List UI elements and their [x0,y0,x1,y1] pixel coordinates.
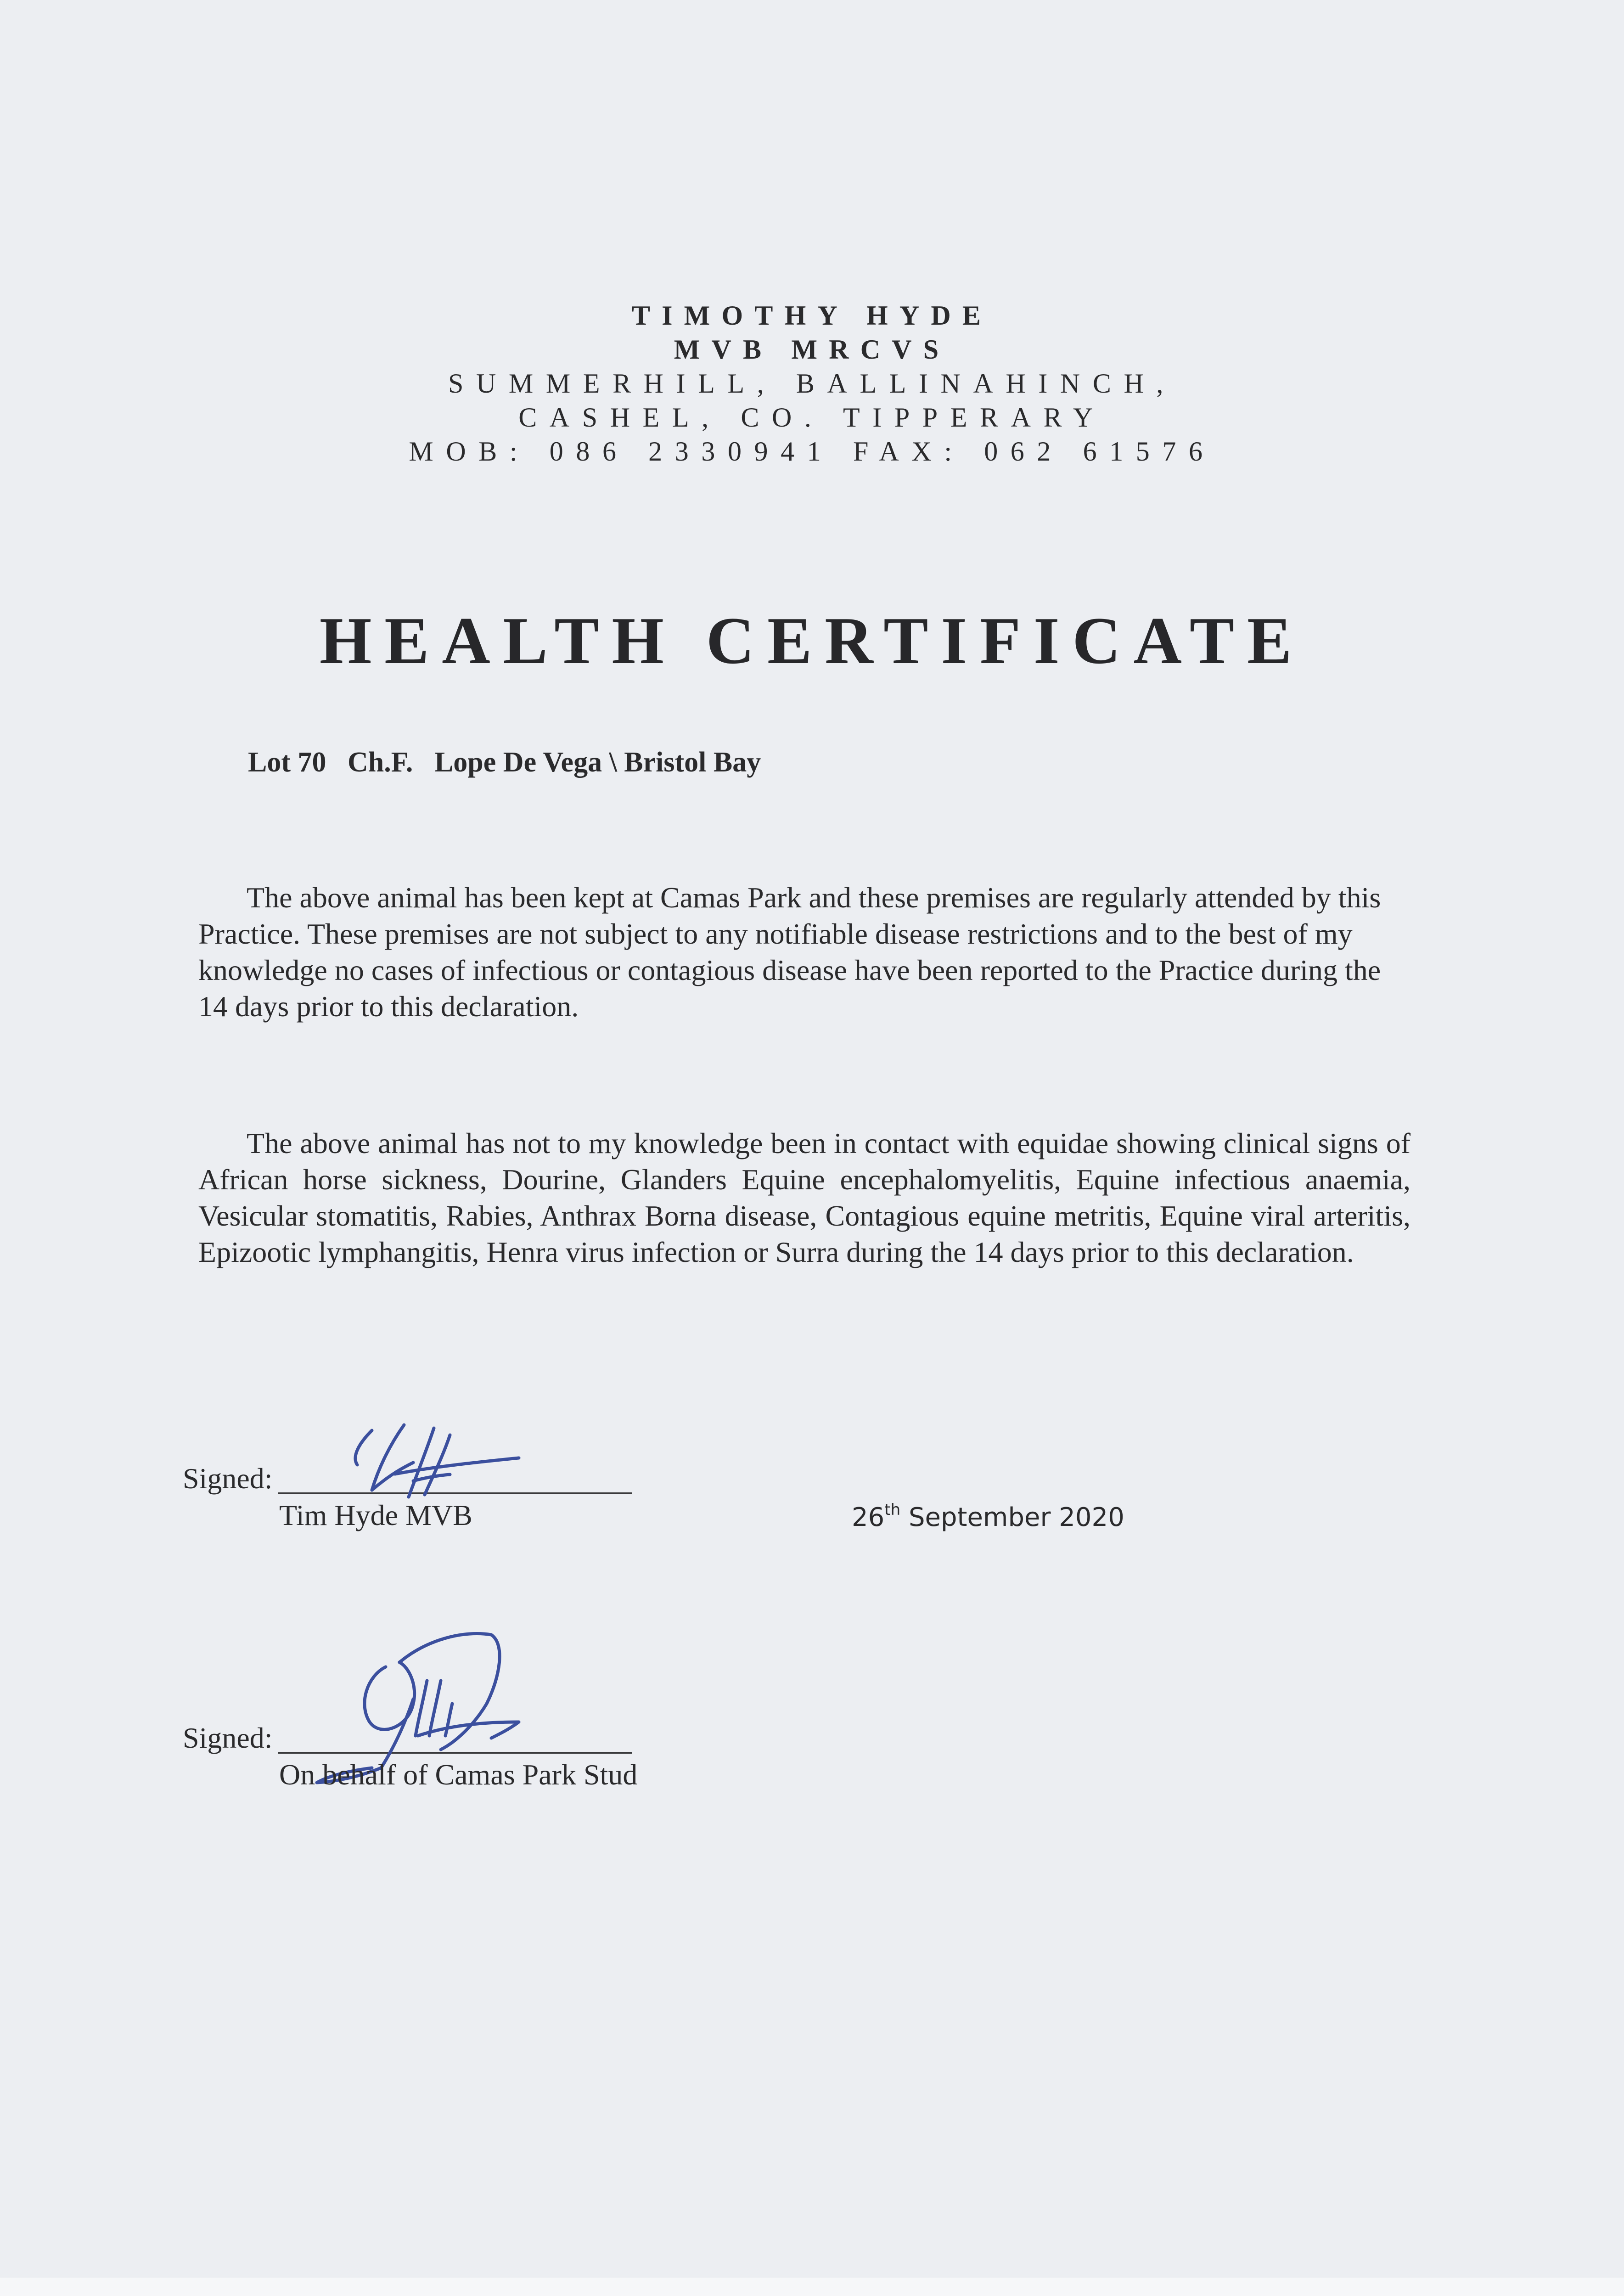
handwritten-signature-1 [340,1417,533,1508]
scan-edge [0,2278,1624,2296]
lot-number: Lot 70 [248,747,326,778]
document-title: HEALTH CERTIFICATE [319,603,1305,678]
address-line-1: SUMMERHILL, BALLINAHINCH, [448,368,1176,399]
signed-label-2: Signed: [183,1722,273,1754]
address-line-2: CASHEL, CO. TIPPERARY [518,402,1106,433]
practitioner-qualifications: MVB MRCVS [674,334,950,365]
lot-description: Ch.F. [348,747,413,778]
signer-name-1: Tim Hyde MVB [279,1499,472,1531]
signed-label-1: Signed: [183,1462,273,1495]
declaration-paragraph-1: The above animal has been kept at Camas Park and these premises are regularly attended by this Practice. These premises are not subject to any notifiable disease restrictions and to the best of my knowledge no cases of infectious or contagious disease have been reported to the Practice during the 14 days prior to this declaration. [198,881,1381,1023]
signer-name-2: On behalf of Camas Park Stud [279,1758,638,1791]
letterhead [0,298,1624,468]
declaration-date: 26th September 2020 [852,1501,1124,1532]
lot-heading [248,744,761,781]
lot-pedigree: Lope De Vega \ Bristol Bay [434,747,761,778]
declaration-paragraph-2: The above animal has not to my knowledge been in contact with equidae showing clinical signs of African horse sickness, Dourine, Glanders Equine encephalomyelitis, Equine infectious anaemia, Vesicular stomatitis, Rabies, Anthrax Borna disease, Contagious equine metritis, Equine viral arteritis, Epizootic lymphangitis, Henra virus infection or Surra during the 14 days prior to this declaration. [198,1127,1410,1268]
contact-numbers: MOB: 086 2330941 FAX: 062 61576 [409,436,1215,467]
practitioner-name: TIMOTHY HYDE [631,300,993,331]
